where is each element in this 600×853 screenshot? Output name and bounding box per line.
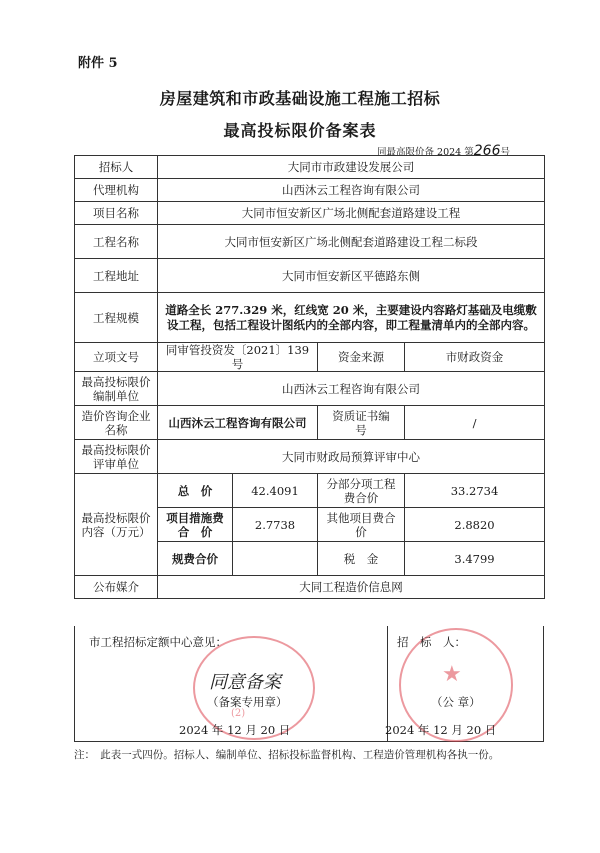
certificate-number-value: / [405,406,545,440]
work-name-value: 大同市恒安新区广场北侧配套道路建设工程二标段 [158,225,545,259]
approval-number-value: 同审管投资发〔2021〕139 号 [158,343,318,372]
total-price-label: 总 价 [158,474,233,508]
preparation-unit-label: 最高投标限价编制单位 [75,372,158,406]
seal-star-icon: ★ [442,662,462,687]
filing-form-table [74,155,545,599]
publish-media-label: 公布媒介 [75,576,158,599]
work-scale-value: 道路全长 277.329 米，红线宽 20 米，主要建设内容路灯基础及电缆敷设工程，包括工程设计图纸内的全部内容，即工程量清单内的全部内容。 [158,293,545,343]
publish-media-value: 大同工程造价信息网 [158,576,545,599]
review-unit-label: 最高投标限价评审单位 [75,440,158,474]
other-cost-label: 其他项目费合价 [318,508,405,542]
work-scale-label: 工程规模 [75,293,158,343]
fee-label: 规费合价 [158,542,233,576]
review-unit-value: 大同市财政局预算评审中心 [158,440,545,474]
record-suffix: 号 [500,147,510,158]
price-content-label: 最高投标限价内容（万元） [75,474,158,576]
total-price-value: 42.4091 [233,474,318,508]
subitem-cost-value: 33.2734 [405,474,545,508]
subitem-cost-label: 分部分项工程费合价 [318,474,405,508]
approval-handwriting: 同意备案 [209,672,281,693]
filing-stamp-label: （备案专用章） [207,695,288,709]
tenderer-value: 大同市市政建设发展公司 [158,156,545,179]
fee-value [233,542,318,576]
attachment-label: 附件 5 [78,56,118,71]
work-address-value: 大同市恒安新区平德路东侧 [158,259,545,293]
record-prefix: 同最高限价备 2024 第 [377,147,474,158]
work-name-label: 工程名称 [75,225,158,259]
tenderer-label: 招标人 [75,156,158,179]
page-title-line2: 最高投标限价备案表 [223,121,377,140]
consulting-firm-value: 山西沐云工程咨询有限公司 [158,406,318,440]
fund-source-label: 资金来源 [318,343,405,372]
footer-note: 注： 此表一式四份。招标人、编制单位、招标投标监督机构、工程造价管理机构各执一份。 [74,749,500,761]
record-number-handwritten: 266 [473,143,501,159]
work-address-label: 工程地址 [75,259,158,293]
tax-label: 税 金 [318,542,405,576]
seal-index: (2) [231,708,246,719]
fund-source-value: 市财政资金 [405,343,545,372]
page-title-line1: 房屋建筑和市政基础设施工程施工招标 [159,89,441,108]
measure-cost-value: 2.7738 [233,508,318,542]
agency-label: 代理机构 [75,179,158,202]
approval-number-label: 立项文号 [75,343,158,372]
official-seal-label: （公 章） [431,695,481,709]
project-name-value: 大同市恒安新区广场北侧配套道路建设工程 [158,202,545,225]
agency-value: 山西沐云工程咨询有限公司 [158,179,545,202]
filing-date: 2024 年 12 月 20 日 [179,723,291,737]
certificate-number-label: 资质证书编 号 [318,406,405,440]
tax-value: 3.4799 [405,542,545,576]
other-cost-value: 2.8820 [405,508,545,542]
preparation-unit-value: 山西沐云工程咨询有限公司 [158,372,545,406]
tenderer-date: 2024 年 12 月 20 日 [385,723,497,737]
project-name-label: 项目名称 [75,202,158,225]
center-opinion-label: 市工程招标定额中心意见： [89,635,227,649]
consulting-firm-label: 造价咨询企业名称 [75,406,158,440]
tenderer-sign-label: 招 标 人： [397,635,466,649]
measure-cost-label: 项目措施费合 价 [158,508,233,542]
signature-section [74,626,544,742]
